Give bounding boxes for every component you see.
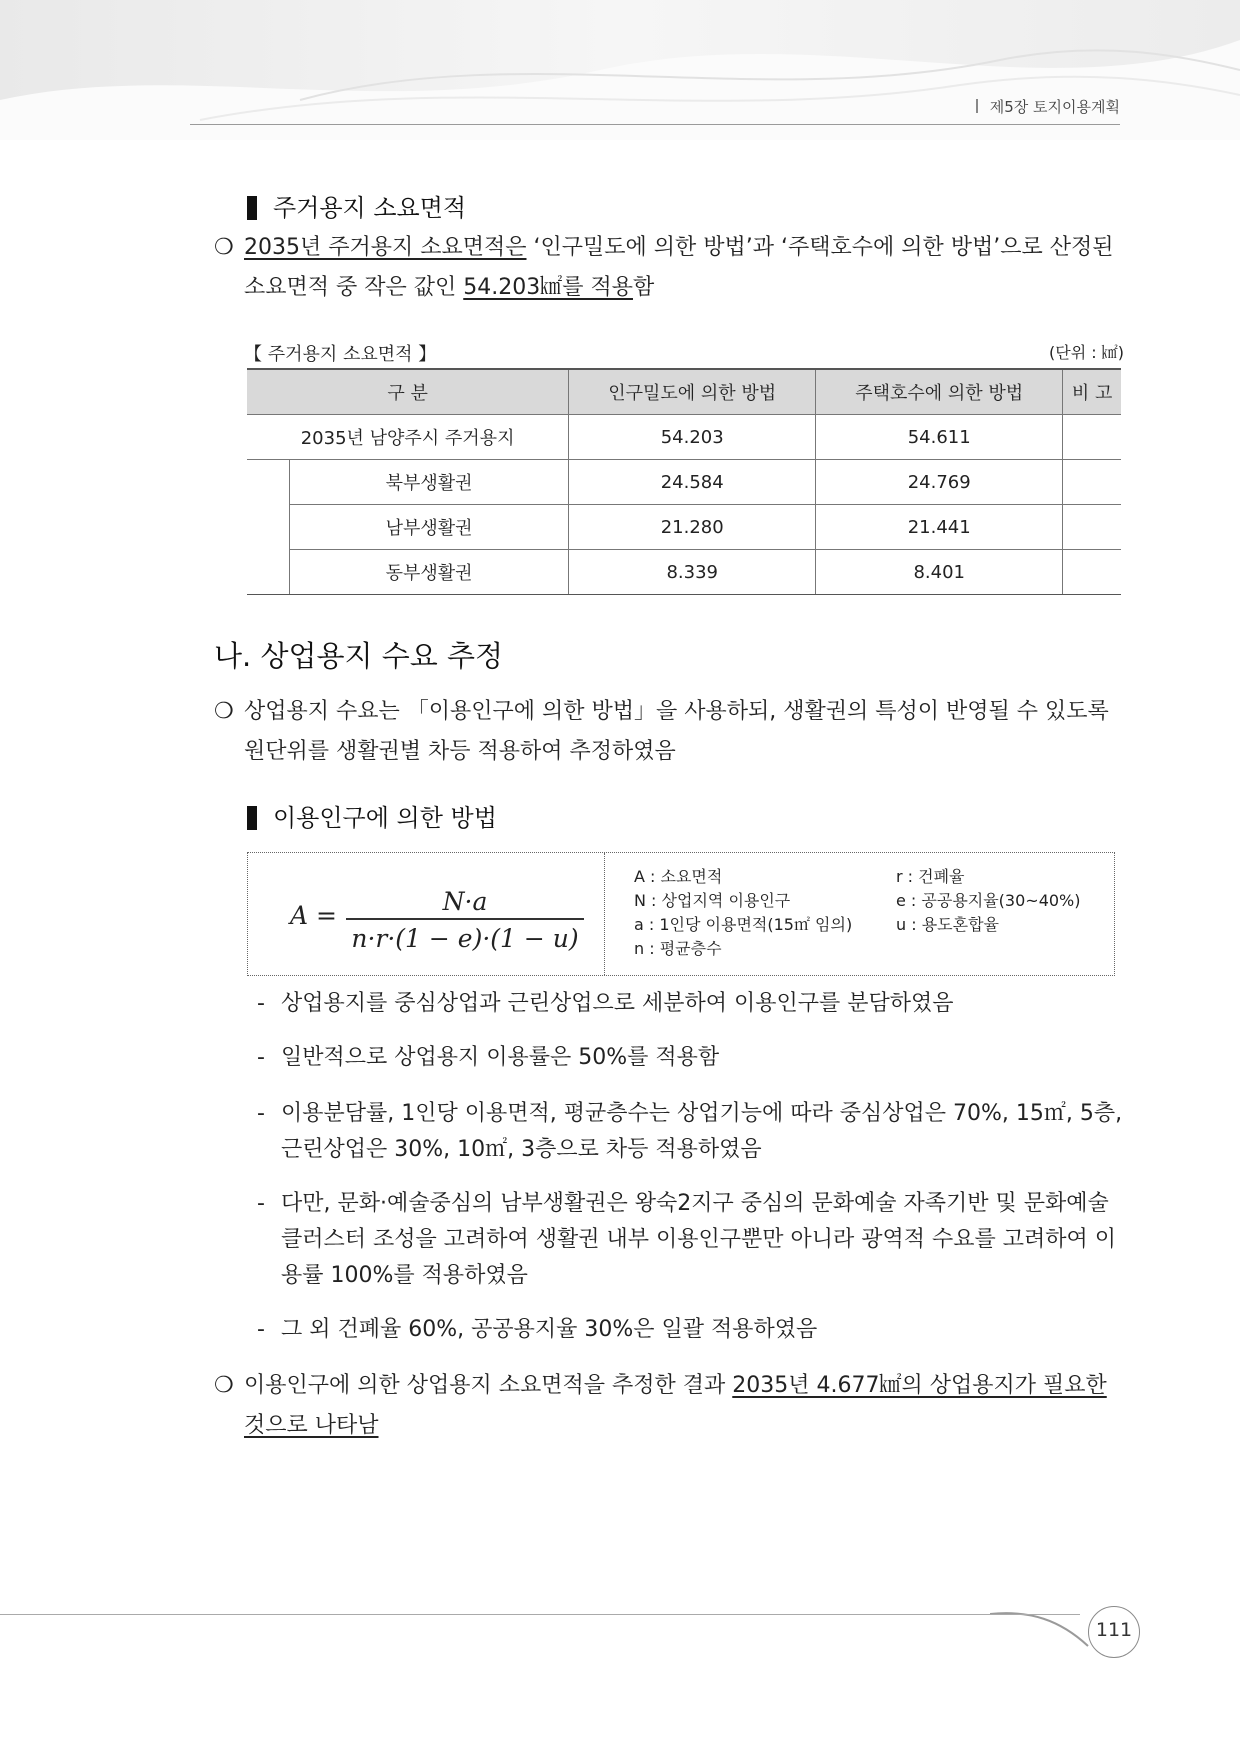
method-title: 이용인구에 의한 방법: [247, 798, 497, 833]
legend-item: r : 건폐율: [896, 867, 965, 886]
header-cell: 주택호수에 의한 방법: [816, 369, 1063, 415]
formula-denominator: n·r·(1 − e)·(1 − u): [351, 923, 579, 953]
cell-value: 21.280: [569, 505, 816, 550]
header-cell: 구 분: [247, 369, 569, 415]
cell-value: 24.584: [569, 460, 816, 505]
dash-bullet: -: [257, 1191, 265, 1216]
cell-value: 24.769: [816, 460, 1063, 505]
dash-bullet: -: [257, 1317, 265, 1342]
table-row: [247, 460, 1121, 505]
indent-cell: [247, 550, 290, 595]
commercial-section-heading: 나. 상업용지 수요 추정: [214, 639, 503, 673]
indent-cell: [247, 460, 290, 505]
dash-item: - 그 외 건폐율 60%, 공공용지율 30%은 일괄 적용하였음: [281, 1312, 1127, 1348]
row-label: 북부생활권: [290, 460, 569, 505]
commercial-conclusion: ❍ 이용인구에 의한 상업용지 소요면적을 추정한 결과 2035년 4.677㎢의 상업용지가 필요한 것으로 나타남: [244, 1366, 1126, 1446]
dash-item: - 상업용지를 중심상업과 근린상업으로 세분하여 이용인구를 분담하였음: [281, 986, 1127, 1022]
row-label: 남부생활권: [290, 505, 569, 550]
formula-box: [247, 852, 1115, 976]
table-row: [247, 505, 1121, 550]
legend-item: n : 평균층수: [634, 939, 722, 958]
cell-value: 21.441: [816, 505, 1063, 550]
dash-bullet: -: [257, 991, 265, 1016]
formula-legend-left: [634, 865, 852, 961]
cell-value: 54.203: [569, 415, 816, 460]
legend-item: e : 공공용지율(30~40%): [896, 891, 1081, 910]
header-cell: 인구밀도에 의한 방법: [569, 369, 816, 415]
square-bullet-icon: [247, 806, 257, 830]
cell-note: [1063, 415, 1121, 460]
legend-item: a : 1인당 이용면적(15㎡ 임의): [634, 915, 853, 934]
dash-bullet: -: [257, 1101, 265, 1126]
underlined-text: 2035년 주거용지 소요면적은: [244, 235, 527, 260]
dash-item: - 이용분담률, 1인당 이용면적, 평균층수는 상업기능에 따라 중심상업은 70%, 15㎡, 5층, 근린상업은 30%, 10㎡, 3층으로 차등 적용하였음: [281, 1096, 1127, 1168]
footer-rule: [0, 1614, 1080, 1615]
dash-item: - 다만, 문화·예술중심의 남부생활권은 왕숙2지구 중심의 문화예술 자족기반 및 문화예술 클러스터 조성을 고려하여 생활권 내부 이용인구뿐만 아니라 광역적 수요를 고려하여 이용률 100%를 적용하였음: [281, 1186, 1127, 1294]
square-bullet-icon: [247, 196, 257, 220]
circle-bullet-icon: ❍: [214, 699, 234, 724]
chapter-label: [976, 96, 1120, 117]
dash-item: - 일반적으로 상업용지 이용률은 50%를 적용함: [281, 1040, 1127, 1076]
legend-item: N : 상업지역 이용인구: [634, 891, 791, 910]
table-unit: (단위 : ㎢): [1049, 343, 1124, 362]
legend-item: u : 용도혼합율: [896, 915, 999, 934]
table-row: [247, 415, 1121, 460]
chapter-divider: [976, 99, 978, 113]
header-swoosh-graphic: [0, 0, 1240, 140]
row-label: 동부생활권: [290, 550, 569, 595]
table-header-row: [247, 369, 1121, 415]
cell-note: [1063, 550, 1121, 595]
header-cell: 비 고: [1063, 369, 1121, 415]
formula-numerator: N·a: [442, 887, 488, 916]
underlined-text: 54.203㎢를 적용: [463, 275, 633, 300]
circle-bullet-icon: ❍: [214, 235, 234, 260]
cell-value: 54.611: [816, 415, 1063, 460]
cell-value: 8.401: [816, 550, 1063, 595]
commercial-intro: ❍ 상업용지 수요는 「이용인구에 의한 방법」을 사용하되, 생활권의 특성이 반영될 수 있도록 원단위를 생활권별 차등 적용하여 추정하였음: [244, 692, 1126, 772]
legend-item: A : 소요면적: [634, 867, 723, 886]
cell-note: [1063, 460, 1121, 505]
fraction-line: [346, 918, 584, 920]
residential-summary: ❍ 2035년 주거용지 소요면적은 ‘인구밀도에 의한 방법’과 ‘주택호수에 의한 방법’으로 산정된 소요면적 중 작은 값인 54.203㎢를 적용함: [244, 228, 1126, 308]
circle-bullet-icon: ❍: [214, 1373, 234, 1398]
formula-panel: [248, 853, 605, 975]
table-caption: 【 주거용지 소요면적 】: [244, 344, 437, 365]
row-label: 2035년 남양주시 주거용지: [247, 415, 569, 460]
header-rule: [190, 124, 1120, 125]
page-number: 111: [1095, 1619, 1133, 1641]
dash-bullet: -: [257, 1045, 265, 1070]
cell-note: [1063, 505, 1121, 550]
cell-value: 8.339: [569, 550, 816, 595]
table-row: [247, 550, 1121, 595]
residential-section-title: 주거용지 소요면적: [247, 188, 466, 223]
formula-legend-right: [896, 865, 1081, 937]
footer-swoosh-graphic: [990, 1600, 1100, 1660]
formula-lhs: A =: [290, 901, 337, 930]
underlined-text: 2035년 4.677㎢의 상업용지가 필요한 것으로 나타남: [244, 1373, 1107, 1438]
indent-cell: [247, 505, 290, 550]
chapter-title: 제5장 토지이용계획: [989, 98, 1120, 116]
residential-area-table: [247, 368, 1121, 595]
formula-fraction: [346, 887, 584, 953]
